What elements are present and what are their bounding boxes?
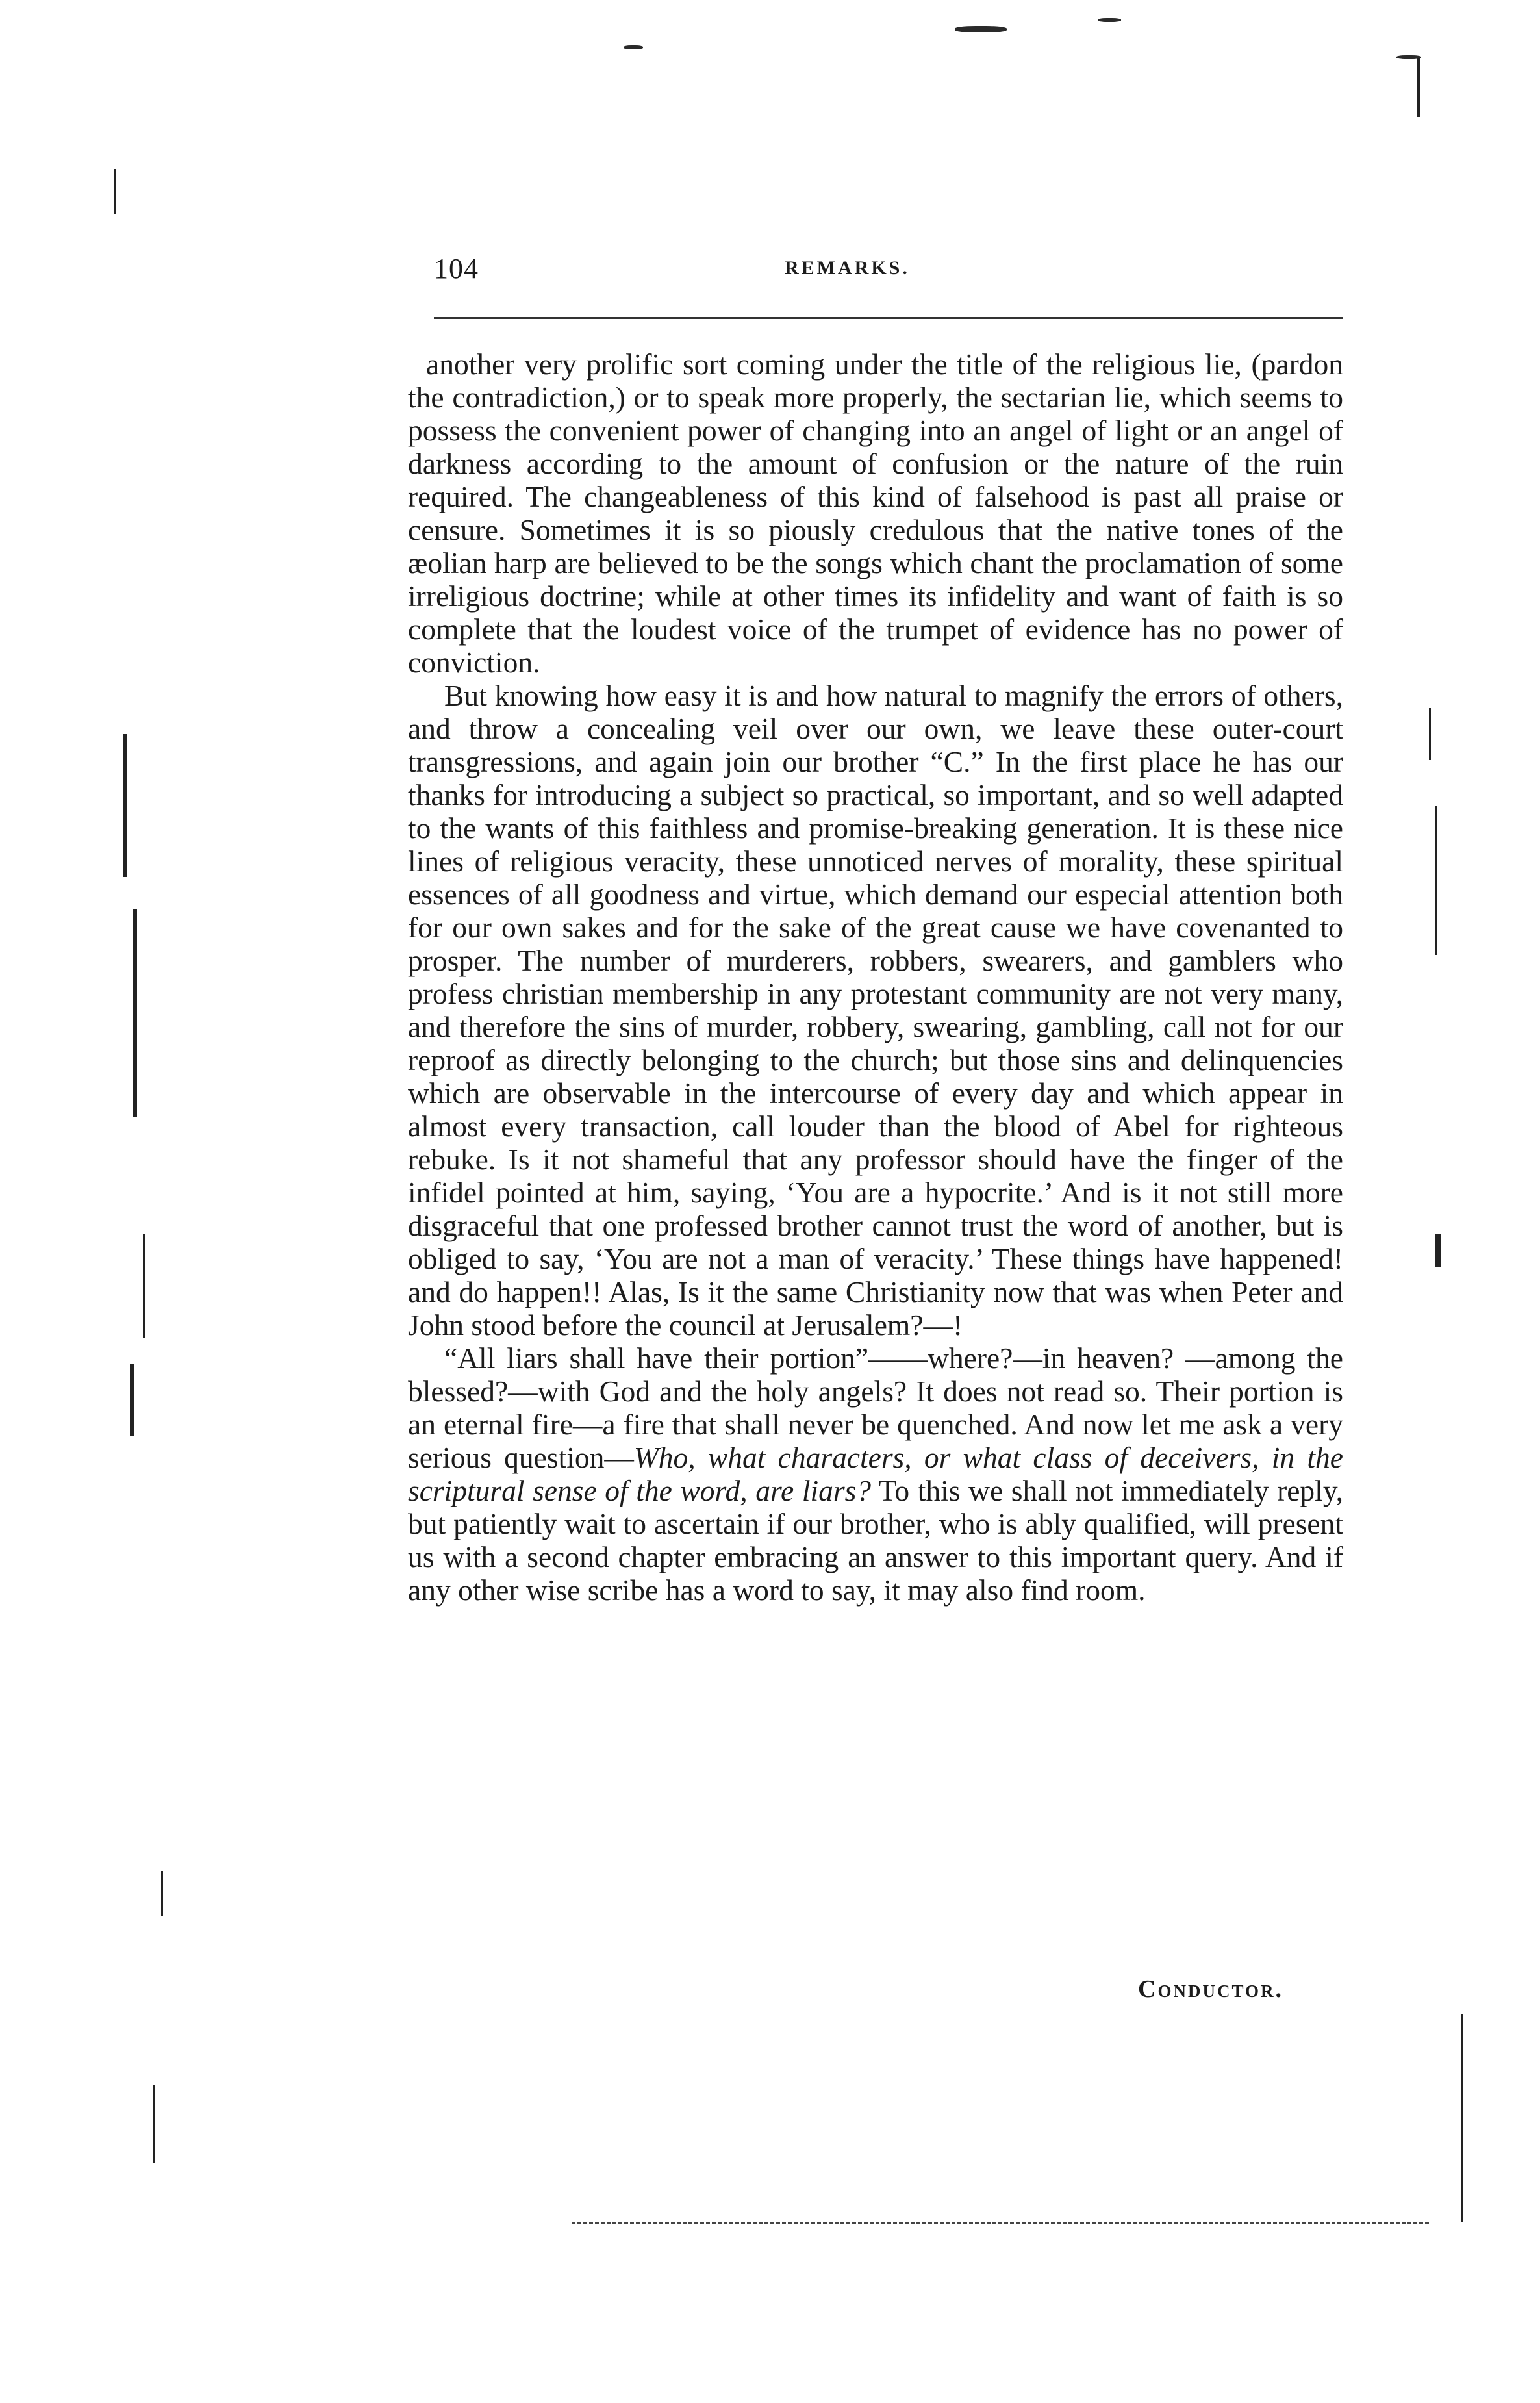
scan-edge-mark [1461, 2014, 1463, 2222]
scan-edge-mark [130, 1364, 134, 1436]
scan-speck [624, 45, 643, 49]
scan-edge-mark [143, 1234, 145, 1338]
paragraph-3 [408, 1341, 1343, 1607]
scan-edge-mark [153, 2085, 155, 2163]
bottom-rule [572, 2222, 1429, 2224]
page-number: 104 [434, 253, 479, 285]
body-text [408, 348, 1343, 1607]
scan-edge-mark [114, 169, 116, 214]
running-head: REMARKS. [785, 257, 910, 279]
scan-edge-mark [1429, 708, 1431, 760]
scan-edge-mark [133, 909, 137, 1117]
scan-speck [955, 26, 1007, 32]
scan-edge-mark [161, 1871, 163, 1916]
paragraph-3-question: Who, what characters, or what class of deceivers, in the scriptural sense of the word, are liars? [408, 1441, 1343, 1507]
paragraph-1: another very prolific sort coming under the title of the religious lie, (pardon the contradiction,) or to speak more properly, the sectarian lie, which seems to possess the convenient power of changing into an angel of light or an angel of darkness according to the amount of confusion or the nature of the ruin required. The changeableness of this kind of falsehood is past all praise or censure. Sometimes it is so piously credulous that the native tones of the æolian harp are believed to be the songs which chant the proclamation of some irreligious doctrine; while at other times its infidelity and want of faith is so complete that the loudest voice of the trumpet of evidence has no power of conviction. [408, 348, 1343, 679]
scan-edge-mark [123, 734, 127, 877]
scan-edge-mark [1417, 58, 1420, 117]
page-header [434, 252, 1343, 291]
scan-edge-mark [1435, 806, 1437, 955]
paragraph-3-text-start: “All liars shall have their portion”——where?—in heaven? —among the blessed?—with God and the holy angels? It does not read so. Their portion is an eternal fire—a fire that shall never be quenched. And now let me ask a very serious question— [408, 1341, 1343, 1474]
header-rule [434, 317, 1343, 319]
scan-speck [1098, 18, 1121, 22]
scan-edge-mark [1435, 1234, 1441, 1267]
paragraph-3-text-end: To this we shall not immediately reply, but patiently wait to ascertain if our brother, who is ably qualified, will present us with a second chapter embracing an answer to this important query. And if any other wise scribe has a word to say, it may also find room. [408, 1474, 1343, 1607]
paragraph-2: But knowing how easy it is and how natural to magnify the errors of others, and throw a concealing veil over our own, we leave these outer-court transgressions, and again join our brother “C.” In the first place he has our thanks for introducing a subject so practical, so important, and so well adapted to the wants of this faithless and promise-breaking generation. It is these nice lines of religious veracity, these unnoticed nerves of morality, these spiritual essences of all goodness and virtue, which demand our especial attention both for our own sakes and for the sake of the great cause we have covenanted to prosper. The number of murderers, robbers, swearers, and gamblers who profess christian membership in any protestant community are not very many, and therefore the sins of murder, robbery, swearing, gambling, call not for our reproof as directly belonging to the church; but those sins and delinquencies which are observable in the intercourse of every day and which appear in almost every transaction, call louder than the blood of Abel for righteous rebuke. Is it not shameful that any professor should have the finger of the infidel pointed at him, saying, ‘You are a hypocrite.’ And is it not still more disgraceful that one professed brother cannot trust the word of another, but is obliged to say, ‘You are not a man of veracity.’ These things have happened! and do happen!! Alas, Is it the same Christianity now that was when Peter and John stood before the council at Jerusalem?—! [408, 679, 1343, 1341]
signature: Conductor. [1138, 1976, 1283, 2003]
